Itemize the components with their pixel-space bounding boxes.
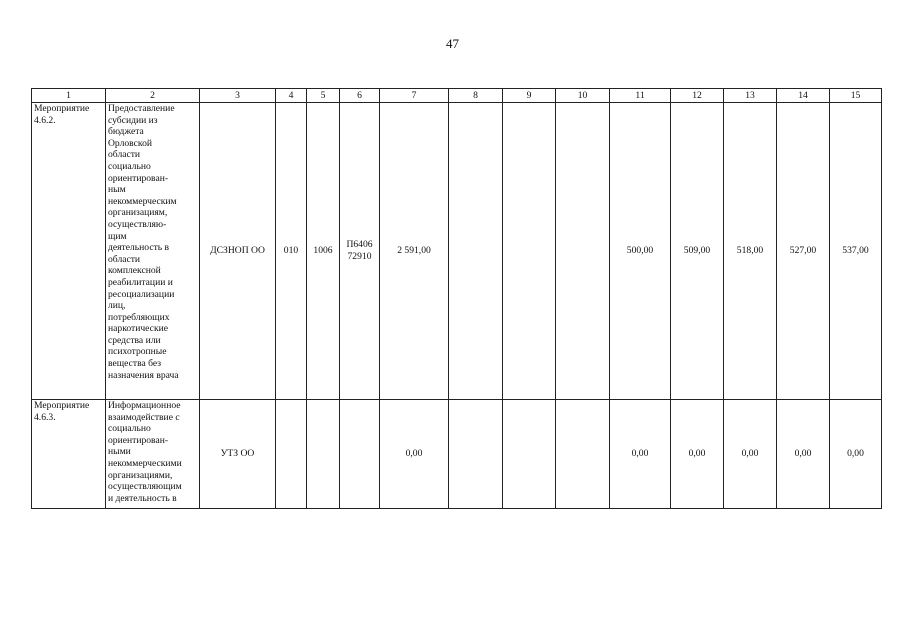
col7-cell: 0,00 [380,400,449,509]
col11-cell: 500,00 [610,103,671,400]
col13-cell: 518,00 [724,103,777,400]
col14-cell: 527,00 [777,103,830,400]
table-row [32,103,882,400]
col5-cell [307,400,340,509]
col6-cell: П6406 72910 [340,103,380,400]
col7-cell: 2 591,00 [380,103,449,400]
col15-cell: 0,00 [830,400,882,509]
col10-cell [556,400,610,509]
column-header: 6 [340,89,380,103]
column-header: 13 [724,89,777,103]
event-cell: Мероприятие 4.6.2. [32,103,106,400]
program-table [31,88,882,509]
col9-cell [503,103,556,400]
column-header: 7 [380,89,449,103]
col11-cell: 0,00 [610,400,671,509]
table-row [32,400,882,509]
executor-cell: ДСЗНОП ОО [200,103,276,400]
description-cell: Предоставление субсидии из бюджета Орловской области социально ориентирован- ным некоммерческим организациям, осуществляю- щим деятельность в области комплексной реабилитации и ресоциализации лиц, потребляющих наркотические средства или психотропные вещества без назначения врача [106,103,200,400]
col10-cell [556,103,610,400]
column-header: 8 [449,89,503,103]
column-header: 2 [106,89,200,103]
col4-cell [276,400,307,509]
column-header: 3 [200,89,276,103]
col4-cell: 010 [276,103,307,400]
page-number: 47 [446,36,459,51]
col8-cell [449,103,503,400]
executor-cell: УТЗ ОО [200,400,276,509]
column-header: 10 [556,89,610,103]
column-header: 4 [276,89,307,103]
col8-cell [449,400,503,509]
event-cell: Мероприятие 4.6.3. [32,400,106,509]
col14-cell: 0,00 [777,400,830,509]
description-cell: Информационное взаимодействие с социально ориентирован- ными некоммерческими организациями, осуществляющим и деятельность в [106,400,200,509]
column-header: 12 [671,89,724,103]
col15-cell: 537,00 [830,103,882,400]
column-header: 9 [503,89,556,103]
header-row [32,89,882,103]
column-header: 11 [610,89,671,103]
col9-cell [503,400,556,509]
column-header: 1 [32,89,106,103]
column-header: 5 [307,89,340,103]
col12-cell: 0,00 [671,400,724,509]
col13-cell: 0,00 [724,400,777,509]
column-header: 15 [830,89,882,103]
col12-cell: 509,00 [671,103,724,400]
column-header: 14 [777,89,830,103]
col6-cell [340,400,380,509]
col5-cell: 1006 [307,103,340,400]
